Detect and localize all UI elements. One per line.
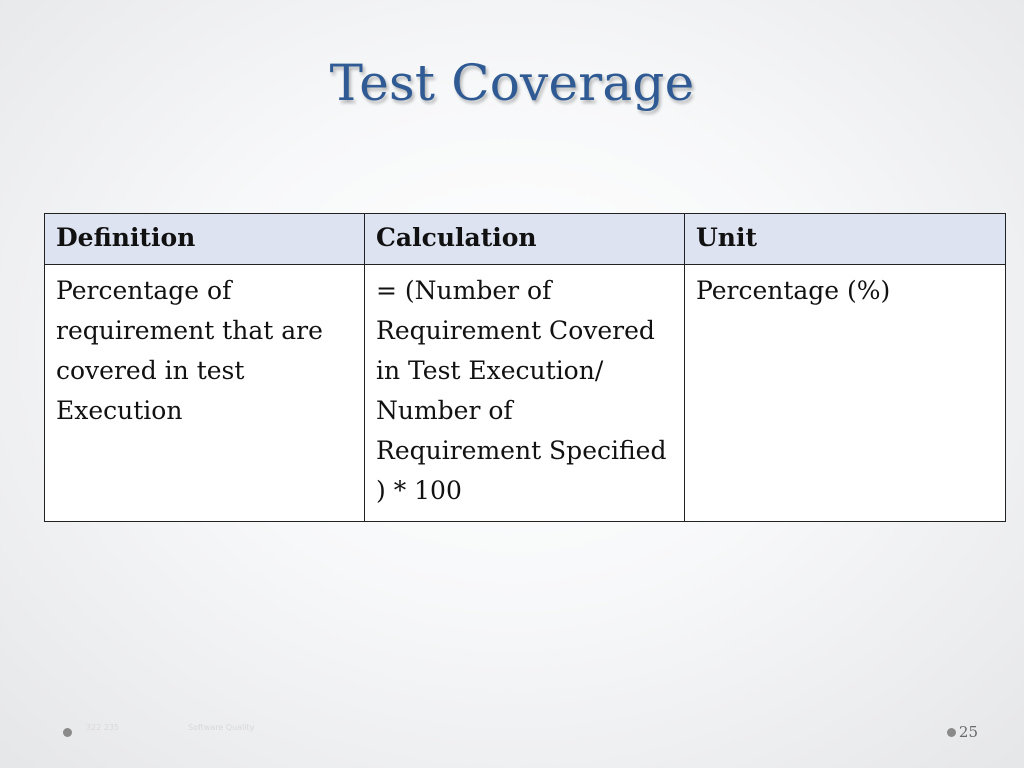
header-definition: Definition — [45, 214, 365, 265]
cell-calculation: = (Number of Requirement Covered in Test Execution/ Number of Requirement Specified ) * 100 — [365, 265, 685, 522]
table-row — [45, 265, 1006, 522]
header-unit: Unit — [685, 214, 1006, 265]
metrics-table — [44, 213, 1006, 522]
footer-center-text: Software Quality — [188, 723, 255, 732]
header-calculation: Calculation — [365, 214, 685, 265]
page-number: 25 — [958, 723, 978, 741]
cell-unit: Percentage (%) — [685, 265, 1006, 522]
cell-definition: Percentage of requirement that are covered in test Execution — [45, 265, 365, 522]
footer-bullet-right-icon — [947, 728, 956, 737]
footer-bullet-left-icon — [63, 728, 72, 737]
footer-left-text: 322 235 — [86, 723, 120, 732]
table-header-row — [45, 214, 1006, 265]
slide-title: Test Coverage — [329, 54, 695, 112]
